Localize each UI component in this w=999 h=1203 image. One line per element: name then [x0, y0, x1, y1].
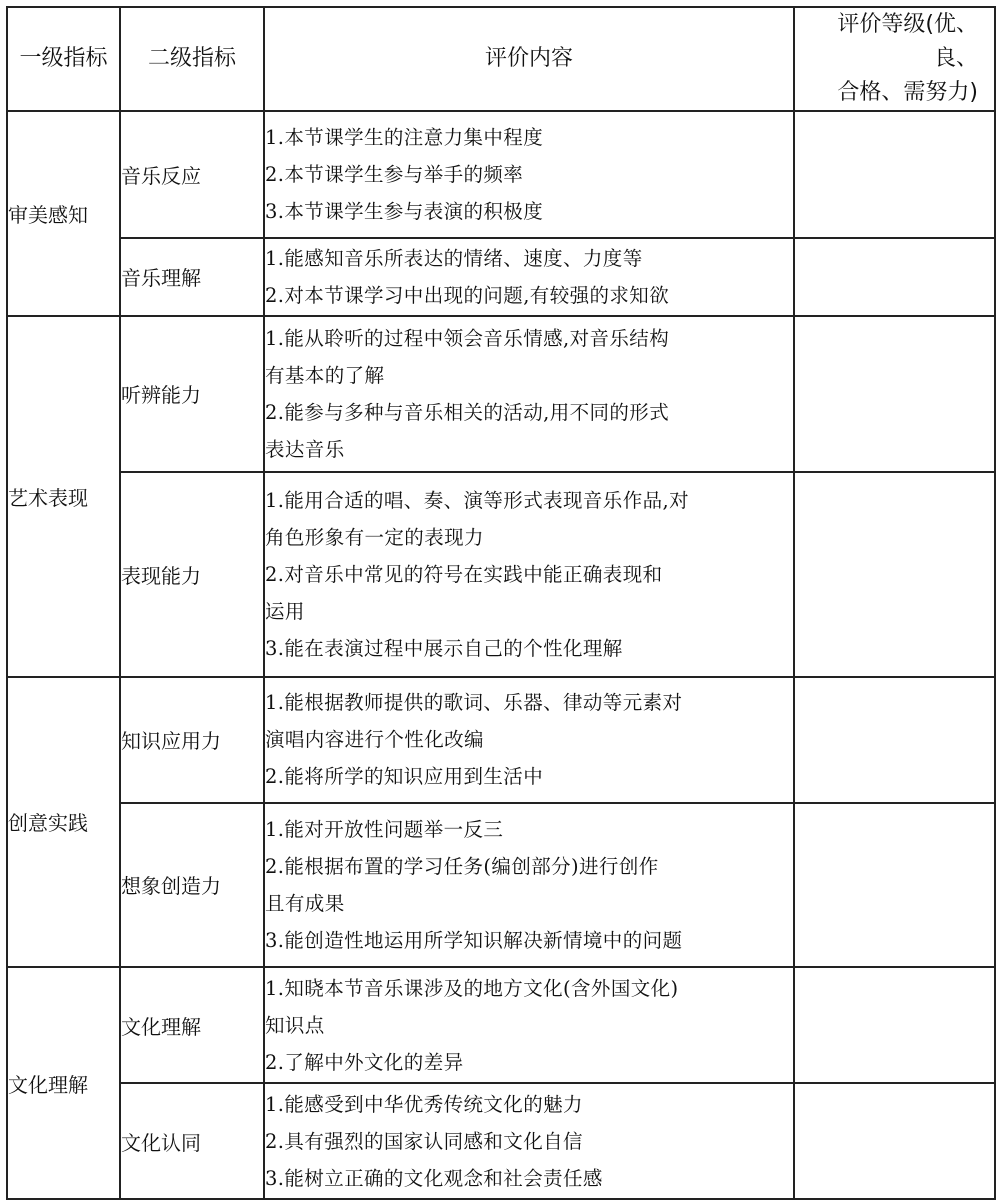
- evaluation-table: [6, 6, 996, 1200]
- level2-indicator: 知识应用力: [120, 677, 264, 803]
- grade-cell[interactable]: [794, 677, 995, 803]
- content-line: 且有成果: [265, 891, 345, 915]
- content-line: 2.了解中外文化的差异: [265, 1050, 464, 1074]
- table-row: [7, 316, 995, 472]
- table-row: [7, 677, 995, 803]
- table-body: [7, 111, 995, 1199]
- content-line: 1.能根据教师提供的歌词、乐器、律动等元素对: [265, 691, 683, 714]
- table-row: [7, 111, 995, 238]
- content-line: 2.能参与多种与音乐相关的活动,用不同的形式: [265, 400, 670, 424]
- level2-indicator: 文化理解: [120, 967, 264, 1083]
- content-line: 1.本节课学生的注意力集中程度: [265, 126, 544, 150]
- grade-cell[interactable]: [794, 316, 995, 472]
- content-line: 角色形象有一定的表现力: [265, 525, 484, 549]
- grade-cell[interactable]: [794, 1083, 995, 1199]
- content-line: 运用: [265, 599, 305, 623]
- evaluation-content: [264, 1083, 794, 1199]
- content-line: 表达音乐: [265, 437, 345, 461]
- content-line: 2.本节课学生参与举手的频率: [265, 163, 524, 187]
- level2-indicator: 音乐反应: [120, 111, 264, 238]
- content-line: 3.能创造性地运用所学知识解决新情境中的问题: [265, 928, 683, 952]
- content-line: 2.能根据布置的学习任务(编创部分)进行创作: [265, 854, 659, 878]
- content-line: 1.能从聆听的过程中领会音乐情感,对音乐结构: [265, 326, 670, 350]
- header-level2: 二级指标: [120, 7, 264, 111]
- grade-cell[interactable]: [794, 111, 995, 238]
- content-line: 3.能在表演过程中展示自己的个性化理解: [265, 636, 623, 660]
- level2-indicator: 表现能力: [120, 472, 264, 677]
- evaluation-content: [264, 472, 794, 677]
- level2-indicator: 文化认同: [120, 1083, 264, 1199]
- grade-cell[interactable]: [794, 803, 995, 968]
- header-content: 评价内容: [264, 7, 794, 111]
- level1-indicator: 审美感知: [7, 111, 120, 316]
- content-line: 1.能对开放性问题举一反三: [265, 817, 504, 841]
- level1-indicator: 创意实践: [7, 677, 120, 968]
- content-line: 知识点: [265, 1013, 325, 1037]
- content-line: 2.对本节课学习中出现的问题,有较强的求知欲: [265, 283, 670, 307]
- table-row: [7, 1083, 995, 1199]
- level2-indicator: 听辨能力: [120, 316, 264, 472]
- content-line: 3.能树立正确的文化观念和社会责任感: [265, 1166, 603, 1190]
- grade-cell[interactable]: [794, 238, 995, 316]
- evaluation-content: [264, 316, 794, 472]
- table-row: [7, 238, 995, 316]
- header-level1: 一级指标: [7, 7, 120, 111]
- grade-cell[interactable]: [794, 967, 995, 1083]
- content-line: 1.能用合适的唱、奏、演等形式表现音乐作品,对: [265, 488, 690, 512]
- content-line: 3.本节课学生参与表演的积极度: [265, 200, 544, 224]
- evaluation-content: [264, 803, 794, 968]
- content-line: 有基本的了解: [265, 363, 385, 387]
- content-line: 1.能感知音乐所表达的情绪、速度、力度等: [265, 246, 643, 270]
- evaluation-content: [264, 238, 794, 316]
- header-grade: [794, 7, 995, 111]
- content-line: 1.能感受到中华优秀传统文化的魅力: [265, 1092, 583, 1116]
- header-grade-line1: 评价等级(优、良、: [837, 12, 978, 71]
- content-line: 2.能将所学的知识应用到生活中: [265, 765, 544, 788]
- content-line: 1.知晓本节音乐课涉及的地方文化(含外国文化): [265, 976, 679, 1000]
- level2-indicator: 想象创造力: [120, 803, 264, 968]
- content-line: 2.对音乐中常见的符号在实践中能正确表现和: [265, 562, 663, 586]
- grade-cell[interactable]: [794, 472, 995, 677]
- evaluation-content: [264, 967, 794, 1083]
- content-line: 演唱内容进行个性化改编: [265, 728, 484, 751]
- header-grade-line2: 合格、需努力): [837, 80, 978, 105]
- table-row: [7, 967, 995, 1083]
- table-header-row: [7, 7, 995, 111]
- evaluation-content: [264, 677, 794, 803]
- level1-indicator: 文化理解: [7, 967, 120, 1199]
- level1-indicator: 艺术表现: [7, 316, 120, 677]
- level2-indicator: 音乐理解: [120, 238, 264, 316]
- evaluation-content: [264, 111, 794, 238]
- content-line: 2.具有强烈的国家认同感和文化自信: [265, 1129, 583, 1153]
- table-row: [7, 803, 995, 968]
- table-row: [7, 472, 995, 677]
